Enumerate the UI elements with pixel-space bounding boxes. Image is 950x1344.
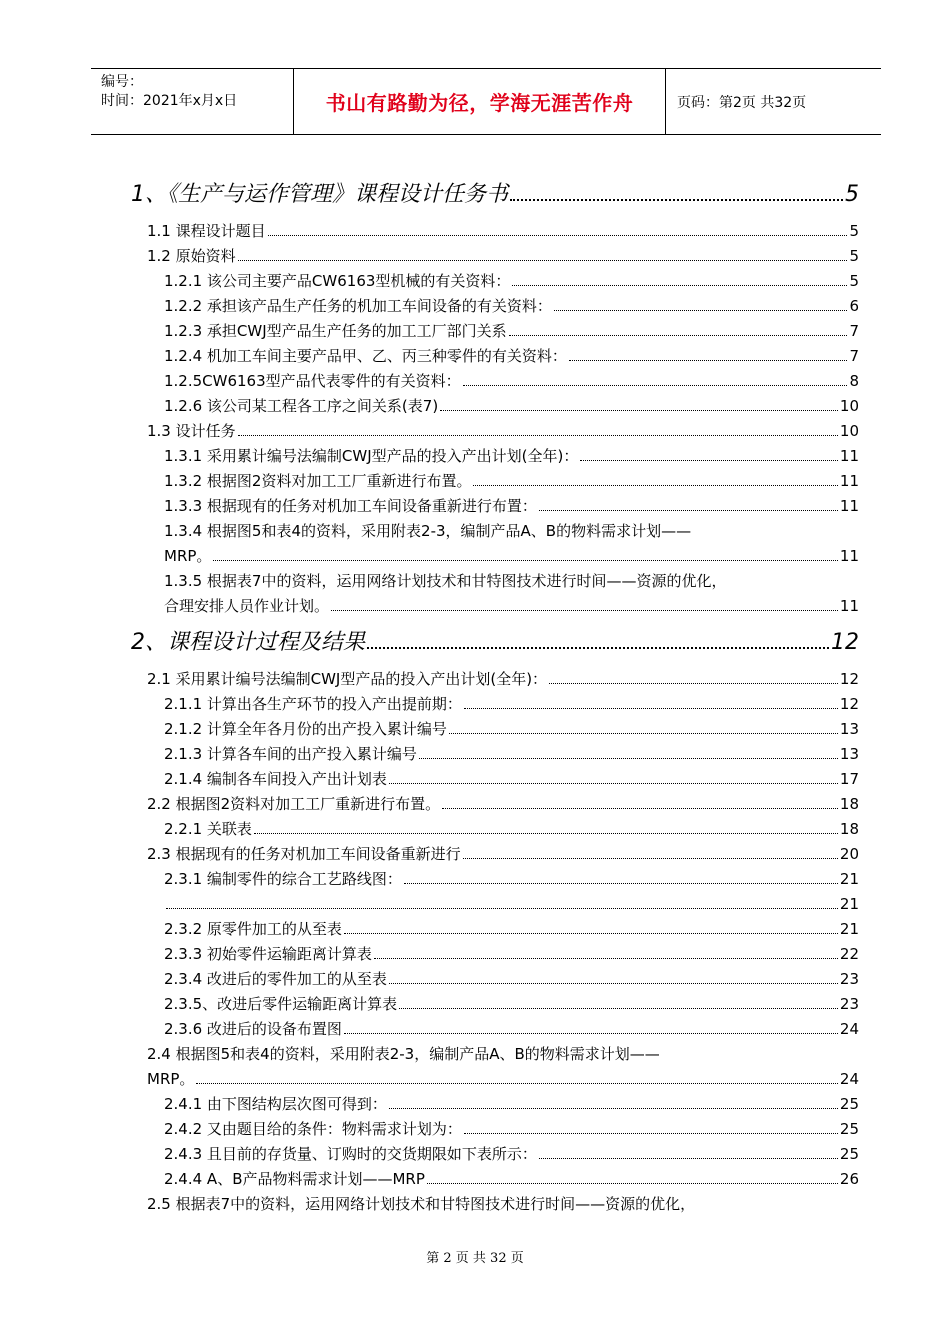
toc-entry-text: 2.3.4 改进后的零件加工的从至表 bbox=[164, 970, 387, 988]
toc-entry[interactable] bbox=[131, 180, 859, 210]
header-motto: 书山有路勤为径，学海无涯苦作舟 bbox=[293, 69, 666, 134]
toc-entry-page: 11 bbox=[839, 472, 859, 490]
toc-entry[interactable] bbox=[164, 1019, 859, 1039]
toc-entry-text: 2.4.2 又由题目给的条件：物料需求计划为： bbox=[164, 1120, 462, 1138]
toc-entry[interactable] bbox=[164, 296, 859, 316]
toc-entry[interactable] bbox=[164, 1169, 859, 1189]
toc-entry-line: 2.5 根据表7中的资料，运用网络计划技术和甘特图技术进行时间——资源的优化， bbox=[147, 1195, 696, 1213]
toc-entry-text: 2.3.1 编制零件的综合工艺路线图： bbox=[164, 870, 402, 888]
toc-entry-text: 1.3.1 采用累计编号法编制CWJ型产品的投入产出计划(全年)： bbox=[164, 447, 579, 465]
toc-entry[interactable] bbox=[164, 869, 859, 889]
toc-entry-text: 1.2.4 机加工车间主要产品甲、乙、丙三种零件的有关资料： bbox=[164, 347, 567, 365]
page-footer: 第 2 页 共 32 页 bbox=[426, 1251, 524, 1266]
toc-entry-page: 25 bbox=[839, 1095, 859, 1113]
toc-entry-page: 20 bbox=[839, 845, 859, 863]
toc-entry[interactable] bbox=[164, 719, 859, 739]
toc-entry[interactable] bbox=[131, 628, 859, 658]
toc-entry[interactable] bbox=[164, 446, 859, 466]
toc-entry[interactable] bbox=[164, 1144, 859, 1164]
toc-entry[interactable] bbox=[164, 321, 859, 341]
toc-entry[interactable] bbox=[164, 396, 859, 416]
toc-entry-line: 1.3.4 根据图5和表4的资料，采用附表2-3，编制产品A、B的物料需求计划—— bbox=[164, 522, 692, 540]
toc-entry-text: 2.3.3 初始零件运输距离计算表 bbox=[164, 945, 372, 963]
toc-entry-page: 24 bbox=[839, 1020, 859, 1038]
toc-entry-text: 1.2.3 承担CWJ型产品生产任务的加工工厂部门关系 bbox=[164, 322, 507, 340]
toc-entry-text: 2.3 根据现有的任务对机加工车间设备重新进行 bbox=[147, 845, 461, 863]
toc-entry-page: 7 bbox=[849, 347, 859, 365]
toc-entry-page: 13 bbox=[839, 745, 859, 763]
toc-entry[interactable] bbox=[147, 246, 859, 266]
toc-entry-text: 1、《生产与运作管理》课程设计任务书 bbox=[131, 182, 508, 207]
toc-entry[interactable] bbox=[147, 669, 859, 689]
toc-entry-text: 2.4.4 A、B产品物料需求计划——MRP bbox=[164, 1170, 425, 1188]
toc-entry-text: MRP。 bbox=[147, 1070, 195, 1088]
toc-entry-page: 21 bbox=[839, 895, 859, 913]
toc-entry[interactable] bbox=[164, 969, 859, 989]
toc-entry-page: 18 bbox=[839, 820, 859, 838]
toc-entry-text: 1.2 原始资料 bbox=[147, 247, 236, 265]
toc-entry[interactable] bbox=[164, 371, 859, 391]
toc-entry[interactable] bbox=[147, 221, 859, 241]
toc-entry-text: 2.4.3 且目前的存货量、订购时的交货期限如下表所示： bbox=[164, 1145, 537, 1163]
toc-entry-page: 7 bbox=[849, 322, 859, 340]
toc-entry[interactable] bbox=[164, 994, 859, 1014]
toc-entry[interactable] bbox=[164, 1094, 859, 1114]
toc-entry[interactable] bbox=[164, 471, 859, 491]
header-page-label: 页码：第2页 共32页 bbox=[677, 94, 807, 111]
toc-entry-text: 2.2 根据图2资料对加工工厂重新进行布置。 bbox=[147, 795, 441, 813]
toc-entry-text: 合理安排人员作业计划。 bbox=[164, 597, 330, 615]
toc-entry-page: 6 bbox=[849, 297, 859, 315]
toc-entry[interactable] bbox=[147, 844, 859, 864]
toc-entry-text: 1.3.2 根据图2资料对加工工厂重新进行布置。 bbox=[164, 472, 472, 490]
toc-entry-line: 2.4 根据图5和表4的资料，采用附表2-3，编制产品A、B的物料需求计划—— bbox=[147, 1045, 660, 1063]
toc-entry[interactable] bbox=[164, 346, 859, 366]
toc-entry-page: 10 bbox=[839, 422, 859, 440]
toc-entry-page: 12 bbox=[839, 695, 859, 713]
toc-entry[interactable] bbox=[164, 744, 859, 764]
toc-entry-page: 25 bbox=[839, 1145, 859, 1163]
toc-entry-page: 11 bbox=[839, 547, 859, 565]
toc-entry-page: 5 bbox=[849, 247, 859, 265]
toc-entry-text: 1.2.2 承担该产品生产任务的机加工车间设备的有关资料： bbox=[164, 297, 552, 315]
toc-entry-page: 8 bbox=[849, 372, 859, 390]
toc-entry-text: 2.3.2 原零件加工的从至表 bbox=[164, 920, 342, 938]
toc-entry-text: 2.2.1 关联表 bbox=[164, 820, 252, 838]
toc-entry-text: 2.1.2 计算全年各月份的出产投入累计编号 bbox=[164, 720, 447, 738]
toc-entry-page: 26 bbox=[839, 1170, 859, 1188]
toc-entry-page: 13 bbox=[839, 720, 859, 738]
toc-entry[interactable] bbox=[164, 496, 859, 516]
toc-entry-text: 1.3.3 根据现有的任务对机加工车间设备重新进行布置： bbox=[164, 497, 537, 515]
toc-entry-text: 2.1 采用累计编号法编制CWJ型产品的投入产出计划(全年)： bbox=[147, 670, 548, 688]
toc-entry-page: 10 bbox=[839, 397, 859, 415]
toc-entry-text: 1.2.6 该公司某工程各工序之间关系(表7) bbox=[164, 397, 439, 415]
toc-entry-text: 2.1.4 编制各车间投入产出计划表 bbox=[164, 770, 387, 788]
toc-entry-text: MRP。 bbox=[164, 547, 212, 565]
toc-entry[interactable] bbox=[164, 596, 859, 616]
toc-entry-page: 18 bbox=[839, 795, 859, 813]
toc-entry[interactable] bbox=[164, 271, 859, 291]
toc-entry[interactable] bbox=[147, 1069, 859, 1089]
toc-entry-page: 24 bbox=[839, 1070, 859, 1088]
toc-entry-line: 1.3.5 根据表7中的资料，运用网络计划技术和甘特图技术进行时间——资源的优化， bbox=[164, 572, 727, 590]
toc-entry[interactable] bbox=[164, 944, 859, 964]
toc-entry[interactable] bbox=[164, 546, 859, 566]
toc-entry-page: 17 bbox=[839, 770, 859, 788]
toc-entry[interactable] bbox=[164, 1119, 859, 1139]
page-header bbox=[91, 68, 881, 135]
toc-entry-text: 1.2.5CW6163型产品代表零件的有关资料： bbox=[164, 372, 461, 390]
toc-entry[interactable] bbox=[164, 894, 859, 914]
date-label: 时间：2021年x月x日 bbox=[101, 93, 238, 109]
number-label: 编号： bbox=[101, 74, 143, 90]
toc-entry-text: 1.3 设计任务 bbox=[147, 422, 236, 440]
toc-entry-page: 11 bbox=[839, 497, 859, 515]
toc-entry-page: 21 bbox=[839, 920, 859, 938]
toc-entry-page: 11 bbox=[839, 597, 859, 615]
toc-entry[interactable] bbox=[164, 919, 859, 939]
toc-entry-text: 2、课程设计过程及结果 bbox=[131, 630, 365, 655]
toc-entry-page: 12 bbox=[831, 630, 859, 655]
toc-entry-page: 5 bbox=[849, 272, 859, 290]
toc-entry-text: 2.1.1 计算出各生产环节的投入产出提前期： bbox=[164, 695, 462, 713]
toc-entry-text: 2.4.1 由下图结构层次图可得到： bbox=[164, 1095, 387, 1113]
toc-entry-text: 2.1.3 计算各车间的出产投入累计编号 bbox=[164, 745, 417, 763]
toc-entry-page: 12 bbox=[839, 670, 859, 688]
toc-entry[interactable] bbox=[164, 769, 859, 789]
toc-entry-text: 1.1 课程设计题目 bbox=[147, 222, 266, 240]
toc-entry-page: 11 bbox=[839, 447, 859, 465]
toc-entry-page: 5 bbox=[845, 182, 859, 207]
toc-entry-page: 22 bbox=[839, 945, 859, 963]
toc-entry-page: 21 bbox=[839, 870, 859, 888]
toc-entry[interactable] bbox=[147, 421, 859, 441]
toc-entry-page: 25 bbox=[839, 1120, 859, 1138]
header-meta bbox=[91, 69, 293, 134]
toc-entry-page: 23 bbox=[839, 995, 859, 1013]
toc-entry-text: 2.3.5、改进后零件运输距离计算表 bbox=[164, 995, 398, 1013]
toc-entry[interactable] bbox=[164, 694, 859, 714]
toc-entry-page: 23 bbox=[839, 970, 859, 988]
toc-entry[interactable] bbox=[147, 794, 859, 814]
toc-entry-page: 5 bbox=[849, 222, 859, 240]
toc-entry-text: 1.2.1 该公司主要产品CW6163型机械的有关资料： bbox=[164, 272, 511, 290]
toc-entry-text: 2.3.6 改进后的设备布置图 bbox=[164, 1020, 342, 1038]
toc-entry[interactable] bbox=[164, 819, 859, 839]
